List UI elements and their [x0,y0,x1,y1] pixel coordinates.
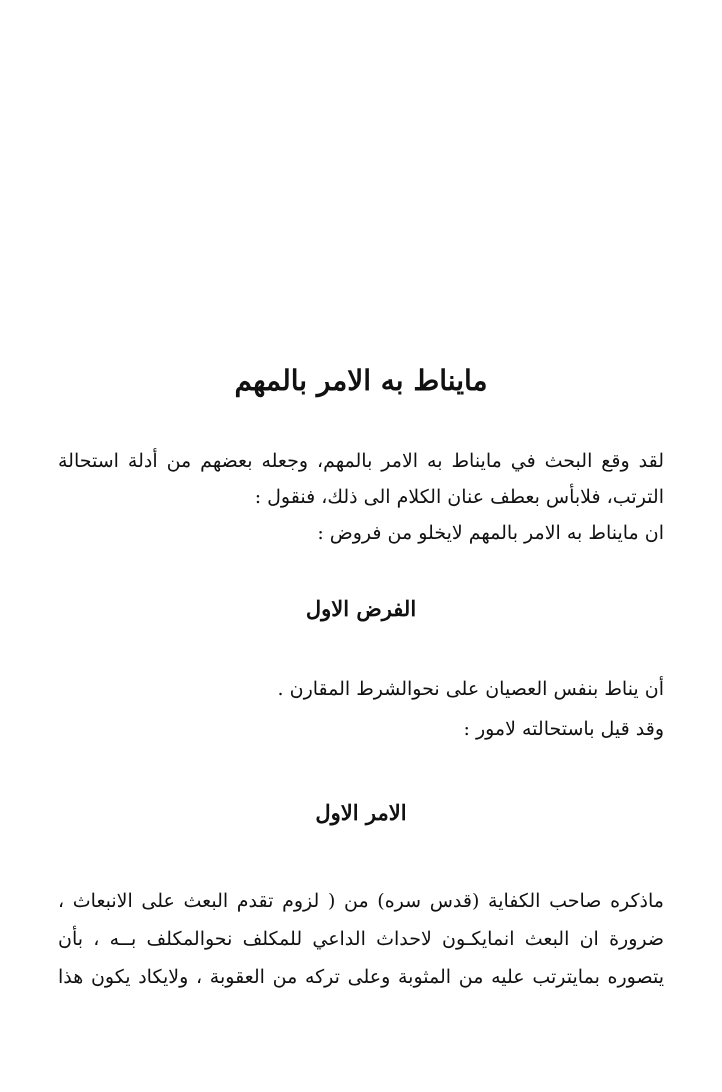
intro-line-3: ان مايناط به الامر بالمهم لايخلو من فروض : [317,522,664,544]
chapter-title: مايناط به الامر بالمهم [234,364,488,397]
intro-line-1: لقد وقع البحث في مايناط به الامر بالمهم، وجعله بعضهم من أدلة استحالة [58,450,664,472]
section-heading-first-assumption: الفرض الاول [305,596,417,621]
first-matter-line-1: ماذكره صاحب الكفاية (قدس سره) من ( لزوم تقدم البعث على الانبعاث ، [58,890,664,912]
section-heading-first-matter: الامر الاول [315,800,407,825]
first-assumption-line-2: وقد قيل باستحالته لامور : [463,718,664,740]
first-assumption-line-1: أن يناط بنفس العصيان على نحوالشرط المقارن . [277,678,664,700]
first-matter-line-2: ضرورة ان البعث انمايكـون لاحداث الداعي للمكلف نحوالمكلف بــه ، بأن [58,928,664,950]
intro-line-2: الترتب، فلابأس بعطف عنان الكلام الى ذلك، فنقول : [254,486,664,508]
first-matter-line-3: يتصوره بمايترتب عليه من المثوبة وعلى تركه من العقوبة ، ولايكاد يكون هذا [58,966,664,988]
